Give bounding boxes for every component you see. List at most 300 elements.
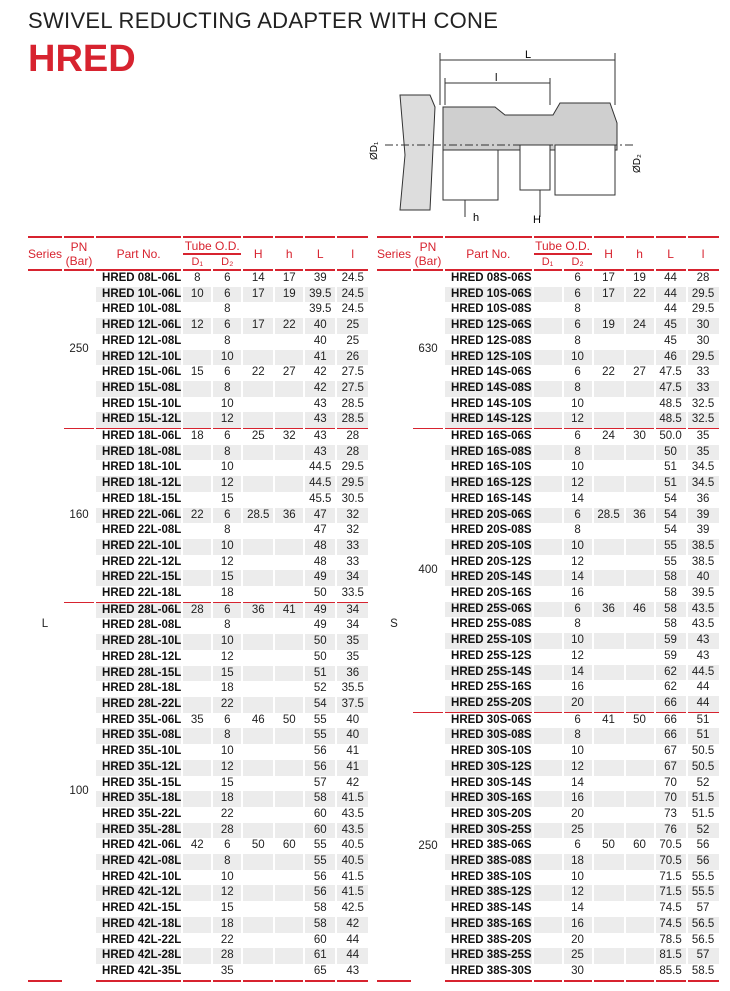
l-cell: 55.5 [691,870,715,883]
H-cell [594,791,624,807]
H-cell [594,381,624,397]
H-cell [594,917,624,933]
pn-cell: 160 [64,428,94,602]
d1-cell [534,412,562,428]
h-cell [275,445,303,461]
d1-cell [534,649,562,665]
d1-cell [183,666,211,682]
part-no-cell: HRED 30S-10S [451,745,532,758]
h-cell [626,901,654,917]
part-no-cell: HRED 25S-06S [445,602,532,618]
l-cell: 40.5 [337,854,368,870]
d2-cell: 18 [220,587,234,600]
L-cell: 57 [313,776,327,789]
l-cell: 40.5 [341,839,364,852]
H-cell [594,649,624,665]
h-cell [275,634,303,650]
d2-cell: 22 [220,807,234,820]
H-cell [594,680,624,696]
part-no-cell: HRED 35L-28L [96,823,181,839]
h-cell [626,397,654,413]
h-cell [626,539,654,555]
d1-cell [183,445,211,461]
l-cell: 39 [688,508,719,524]
H-cell [243,302,273,318]
d1-cell [534,838,562,854]
dim-l-label: l [495,72,498,84]
d1-cell [534,271,562,287]
l-cell: 33 [688,381,719,397]
H-cell: 36 [594,602,624,618]
d2-cell: 8 [574,524,581,537]
H-cell [243,744,273,760]
L-cell: 60 [313,933,327,946]
d2-cell: 10 [564,350,592,366]
L-cell: 66 [656,728,686,744]
L-cell: 49 [313,619,327,632]
H-cell [594,807,624,823]
h-cell [275,885,303,901]
h-cell: 17 [282,272,296,284]
part-no-cell: HRED 18L-10L [102,461,182,474]
h-cell: 60 [633,839,646,852]
h-cell [626,744,654,760]
d1-cell [183,885,211,901]
d2-cell: 12 [213,412,241,428]
d1-cell [183,650,211,666]
d1-cell [183,523,211,539]
d2-cell: 20 [571,807,584,820]
L-cell: 56 [313,870,327,883]
d1-cell: 12 [183,318,211,334]
part-no-cell: HRED 10S-08S [451,303,532,316]
L-cell: 52 [313,682,327,695]
d1-cell [183,618,211,634]
d1-cell [183,807,211,823]
l-cell: 34.5 [691,461,715,474]
part-no-cell: HRED 35L-08L [96,728,181,744]
L-cell: 49 [305,602,335,619]
L-cell: 67 [656,760,686,776]
H-cell [594,334,624,350]
l-cell: 38.5 [691,555,715,568]
d1-cell [534,948,562,964]
L-cell: 40 [313,334,327,347]
part-no-cell: HRED 28L-22L [96,697,181,713]
d2-cell: 10 [220,397,234,410]
part-no-cell: HRED 15L-06L [102,366,182,379]
part-no-cell: HRED 20S-14S [445,570,532,586]
col-d2: D₂ [213,255,241,271]
pn-cell: 250 [69,342,89,355]
L-cell: 45 [664,334,677,347]
h-cell [626,476,654,492]
l-cell: 27.5 [337,381,368,397]
d1-cell [534,760,562,776]
d1-cell [534,917,562,933]
L-cell: 50 [305,634,335,650]
H-cell [594,948,624,964]
part-no-cell: HRED 22L-06L [96,508,181,524]
part-no-cell: HRED 14S-12S [445,412,532,428]
part-no-cell: HRED 08L-06L [102,272,182,284]
L-cell: 59 [656,633,686,649]
H-cell [243,728,273,744]
part-no-cell: HRED 42L-22L [102,933,182,946]
H-cell: 17 [602,272,615,284]
L-cell: 43 [305,445,335,461]
d2-cell: 14 [564,665,592,681]
h-cell [626,917,654,933]
H-cell [594,523,624,539]
H-cell [594,964,624,982]
part-no-cell: HRED 16S-14S [451,492,532,505]
d2-cell: 30 [564,964,592,982]
l-cell: 36 [696,492,710,505]
H-cell [594,460,624,476]
l-cell: 41.5 [337,791,368,807]
d2-cell: 6 [224,366,231,379]
l-cell: 35.5 [341,682,364,695]
d2-cell: 6 [224,839,231,852]
d2-cell: 8 [224,334,231,347]
h-cell [275,744,303,760]
d1-cell [534,555,562,571]
h-cell [626,823,654,839]
h-cell: 32 [275,428,303,445]
part-no-cell: HRED 38S-06S [451,839,532,852]
h-cell [626,381,654,397]
h-cell [626,728,654,744]
H-cell [594,728,624,744]
L-cell: 81.5 [656,948,686,964]
h-cell [626,350,654,366]
H-cell: 24 [594,428,624,445]
series-L-table [26,236,370,982]
l-cell: 40 [337,728,368,744]
part-no-cell: HRED 35L-06L [102,713,182,726]
d1-cell [183,492,211,508]
h-cell: 50 [282,713,296,726]
h-cell: 19 [633,272,646,284]
d2-cell: 6 [564,508,592,524]
d1-cell [534,381,562,397]
series-S-table [375,236,721,982]
d1-cell [534,492,562,508]
part-no-cell: HRED 16S-08S [445,445,532,461]
h-cell [275,854,303,870]
d2-cell: 8 [213,445,241,461]
d2-cell: 12 [213,476,241,492]
d2-cell: 8 [564,728,592,744]
d1-cell [534,870,562,886]
H-cell [243,666,273,682]
col-L: L [656,236,686,271]
H-cell [594,617,624,633]
d1-cell: 22 [183,508,211,524]
d2-cell: 6 [564,602,592,618]
l-cell: 50.5 [691,745,715,758]
h-cell [275,334,303,350]
d2-cell: 6 [213,428,241,445]
d2-cell: 10 [220,745,234,758]
part-no-cell: HRED 38S-20S [451,933,532,946]
L-cell: 54 [664,492,677,505]
L-cell: 40 [305,318,335,334]
h-cell [626,445,654,461]
l-cell: 56 [696,839,710,852]
L-cell: 58 [305,917,335,933]
d2-cell: 20 [571,933,584,946]
l-cell: 57 [696,902,710,915]
l-cell: 24.5 [341,272,364,284]
l-cell: 29.5 [688,287,719,303]
L-cell: 44.5 [309,461,332,474]
d1-cell [183,476,211,492]
H-cell [243,555,273,571]
h-cell [626,617,654,633]
h-cell: 30 [626,428,654,445]
d2-cell: 10 [571,870,584,883]
d2-cell: 14 [571,492,584,505]
l-cell: 41 [346,745,360,758]
H-cell [594,570,624,586]
h-cell [275,823,303,839]
col-l: l [337,236,368,271]
L-cell: 54 [664,524,677,537]
h-cell [626,492,654,508]
h-cell [275,807,303,823]
l-cell: 35 [337,634,368,650]
H-cell [594,696,624,712]
part-no-cell: HRED 42L-35L [96,964,181,982]
h-cell [275,555,303,571]
H-cell [243,523,273,539]
l-cell: 30.5 [341,492,364,505]
H-cell [243,854,273,870]
h-cell [275,476,303,492]
d2-cell: 8 [574,334,581,347]
h-cell [275,948,303,964]
part-no-cell: HRED 35L-15L [102,776,182,789]
part-no-cell: HRED 35L-22L [102,807,182,820]
h-cell [626,302,654,318]
H-cell: 22 [251,366,265,379]
L-cell: 70 [664,776,677,789]
d2-cell: 14 [564,570,592,586]
part-no-cell: HRED 42L-12L [96,885,181,901]
H-cell [243,570,273,586]
H-cell [243,476,273,492]
d2-cell: 6 [574,366,581,379]
d2-cell: 8 [224,619,231,632]
part-no-cell: HRED 35L-12L [96,760,181,776]
l-cell: 57 [688,948,719,964]
l-cell: 51 [688,728,719,744]
H-cell: 46 [251,713,265,726]
H-cell [243,964,273,982]
H-cell [243,760,273,776]
part-no-cell: HRED 25S-10S [445,633,532,649]
l-cell: 41 [337,760,368,776]
d2-cell: 12 [564,412,592,428]
L-cell: 56 [305,885,335,901]
h-cell: 22 [626,287,654,303]
part-no-cell: HRED 38S-14S [451,902,532,915]
d1-cell [183,964,211,982]
H-cell [594,760,624,776]
d2-cell: 12 [220,650,234,663]
h-cell [626,791,654,807]
d1-cell [534,539,562,555]
l-cell: 34.5 [688,476,719,492]
h-cell: 27 [282,366,296,379]
d1-cell: 8 [194,272,201,284]
d2-cell: 8 [213,381,241,397]
d1-cell [183,744,211,760]
L-cell: 55 [664,555,677,568]
d1-cell [183,760,211,776]
l-cell: 40 [346,713,360,726]
col-part-no: Part No. [96,236,181,271]
d1-cell [183,586,211,602]
H-cell [243,870,273,886]
h-cell [626,523,654,539]
d2-cell: 12 [220,555,234,568]
l-cell: 43 [696,649,710,662]
dim-h-label: h [473,212,480,224]
h-cell [275,523,303,539]
L-cell: 58 [313,902,327,915]
d1-cell: 35 [190,713,204,726]
h-cell [275,776,303,792]
H-cell [243,885,273,901]
d1-cell [183,823,211,839]
l-cell: 25 [346,334,360,347]
d2-cell: 6 [213,287,241,303]
L-cell: 44.5 [305,476,335,492]
col-H: H [243,236,273,271]
col-series: Series [377,236,411,271]
h-cell [626,586,654,602]
l-cell: 56.5 [691,933,715,946]
L-cell: 55 [305,854,335,870]
l-cell: 24.5 [337,287,368,303]
h-cell: 36 [275,508,303,524]
h-cell [275,666,303,682]
d2-cell: 6 [224,272,231,284]
L-cell: 70.5 [659,839,682,852]
d2-cell: 8 [564,381,592,397]
d1-cell [534,744,562,760]
L-cell: 39.5 [309,303,332,316]
col-tube-od: Tube O.D. [183,236,241,255]
H-cell [243,776,273,792]
L-cell: 42 [313,366,327,379]
h-cell [626,680,654,696]
d1-cell [534,397,562,413]
H-cell [594,854,624,870]
h-cell: 41 [275,602,303,619]
d2-cell: 6 [213,508,241,524]
d1-cell [534,287,562,303]
l-cell: 44 [688,696,719,712]
part-no-cell: HRED 38S-25S [445,948,532,964]
part-no-cell: HRED 42L-18L [96,917,181,933]
L-cell: 71.5 [659,870,682,883]
d2-cell: 6 [564,318,592,334]
h-cell [275,650,303,666]
part-no-cell: HRED 18L-15L [102,492,182,505]
d1-cell [534,617,562,633]
l-cell: 36 [337,666,368,682]
part-no-cell: HRED 42L-10L [102,870,182,883]
L-cell: 76 [656,823,686,839]
part-no-cell: HRED 22L-08L [102,524,182,537]
part-no-cell: HRED 28L-10L [96,634,181,650]
l-cell: 39 [696,524,710,537]
part-no-cell: HRED 16S-12S [445,476,532,492]
part-no-cell: HRED 28L-12L [102,650,182,663]
h-cell [275,791,303,807]
d2-cell: 18 [213,917,241,933]
L-cell: 66 [656,712,686,729]
d2-cell: 10 [564,539,592,555]
H-cell [243,901,273,917]
col-part-no: Part No. [445,236,532,271]
part-no-cell: HRED 30S-12S [445,760,532,776]
part-no-cell: HRED 25S-08S [451,618,532,631]
d2-cell: 6 [564,712,592,729]
d2-cell: 10 [213,539,241,555]
d1-cell [183,302,211,318]
table-row [377,428,719,445]
l-cell: 55.5 [688,885,719,901]
d1-cell [183,412,211,428]
H-cell [594,586,624,602]
h-cell: 36 [626,508,654,524]
h-cell [626,412,654,428]
d2-cell: 8 [224,303,231,316]
d1-cell [534,365,562,381]
l-cell: 34 [346,619,360,632]
l-cell: 33 [346,555,360,568]
part-no-cell: HRED 30S-14S [451,776,532,789]
part-no-cell: HRED 18L-06L [96,428,181,445]
L-cell: 60 [313,807,327,820]
l-cell: 24.5 [341,303,364,316]
h-cell [275,697,303,713]
pn-cell: 400 [413,428,443,712]
l-cell: 32.5 [688,412,719,428]
d2-cell: 15 [213,570,241,586]
l-cell: 28 [337,445,368,461]
H-cell [594,870,624,886]
h-cell: 27 [633,366,646,379]
L-cell: 47 [305,508,335,524]
d2-cell: 14 [571,902,584,915]
d1-cell [534,302,562,318]
h-cell [275,728,303,744]
d1-cell: 18 [183,428,211,445]
d1-cell [183,728,211,744]
h-cell [275,412,303,428]
d1-cell [183,381,211,397]
d2-cell: 12 [571,649,584,662]
H-cell [243,650,273,666]
l-cell: 44 [696,681,710,694]
l-cell: 43 [688,633,719,649]
